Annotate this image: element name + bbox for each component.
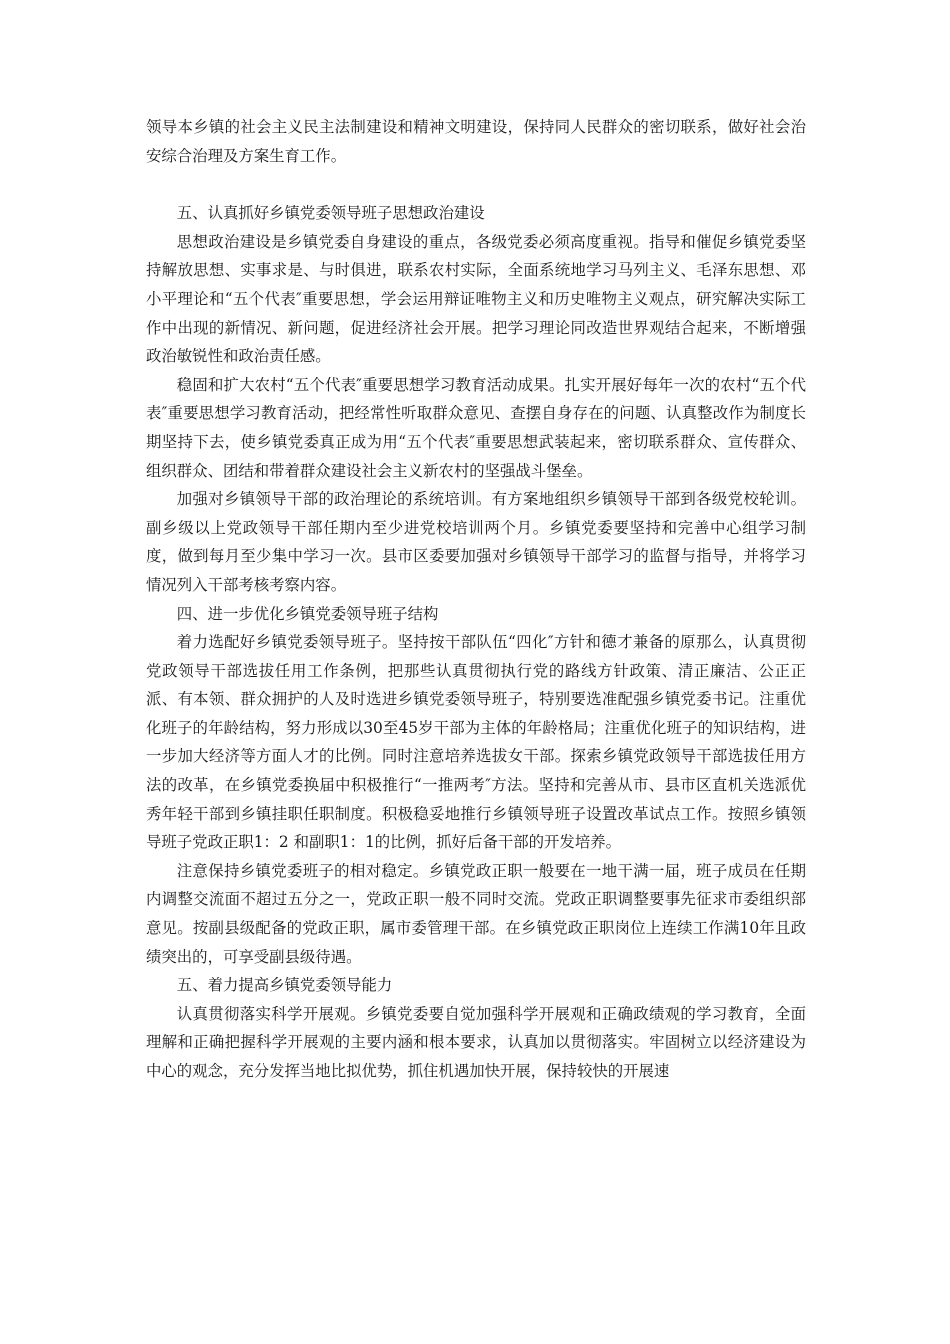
document-page [146,113,806,1086]
section-heading-1: 五、认真抓好乡镇党委领导班子思想政治建设 [176,204,485,223]
paragraph-4: 加强对乡镇领导干部的政治理论的系统培训。有方案地组织乡镇领导干部到各级党校轮训。副乡级以上党政领导干部任期内至少进党校培训两个月。乡镇党委要坚持和完善中心组学习制度，做到每月至少集中学习一次。县市区委要加强对乡镇领导干部学习的监督与指导，并将学习情况列入干部考核考察内容。 [146,490,806,594]
paragraph-5: 着力选配好乡镇党委领导班子。坚持按干部队伍“四化″方针和德才兼备的原那么，认真贯彻党政领导干部选拔任用工作条例，把那些认真贯彻执行党的路线方针政策、清正廉洁、公正正派、有本领、群众拥护的人及时选进乡镇党委领导班子，特别要选准配强乡镇党委书记。注重优化班子的年龄结构，努力形成以30至45岁干部为主体的年龄格局；注重优化班子的知识结构，进一步加大经济等方面人才的比例。同时注意培养选拔女干部。探索乡镇党政领导干部选拔任用方法的改革，在乡镇党委换届中积极推行“一推两考″方法。坚持和完善从市、县市区直机关选派优秀年轻干部到乡镇挂职任职制度。积极稳妥地推行乡镇领导班子设置改革试点工作。按照乡镇领导班子党政正职1：2 和副职1：1的比例，抓好后备干部的开发培养。 [146,633,806,852]
paragraph-6: 注意保持乡镇党委班子的相对稳定。乡镇党政正职一般要在一地干满一届，班子成员在任期内调整交流面不超过五分之一，党政正职一般不同时交流。党政正职调整要事先征求市委组织部意见。按副县级配备的党政正职，属市委管理干部。在乡镇党政正职岗位上连续工作满10年且政绩突出的，可享受副县级待遇。 [146,861,806,966]
section-heading-3: 五、着力提高乡镇党委领导能力 [176,976,393,995]
paragraph-2: 思想政治建设是乡镇党委自身建设的重点，各级党委必须高度重视。指导和催促乡镇党委坚持解放思想、实事求是、与时俱进，联系农村实际，全面系统地学习马列主义、毛泽东思想、邓小平理论和“五个代表″重要思想，学会运用辩证唯物主义和历史唯物主义观点，研究解决实际工作中出现的新情况、新问题，促进经济社会开展。把学习理论同改造世界观结合起来，不断增强政治敏锐性和政治责任感。 [146,232,806,366]
paragraph-1: 领导本乡镇的社会主义民主法制建设和精神文明建设，保持同人民群众的密切联系，做好社会治安综合治理及方案生育工作。 [146,118,806,165]
paragraph-7: 认真贯彻落实科学开展观。乡镇党委要自觉加强科学开展观和正确政绩观的学习教育，全面理解和正确把握科学开展观的主要内涵和根本要求，认真加以贯彻落实。牢固树立以经济建设为中心的观念，充分发挥当地比拟优势，抓住机遇加快开展，保持较快的开展速 [146,1004,806,1080]
paragraph-3: 稳固和扩大农村“五个代表″重要思想学习教育活动成果。扎实开展好每年一次的农村“五个代表″重要思想学习教育活动，把经常性听取群众意见、查摆自身存在的问题、认真整改作为制度长期坚持下去，使乡镇党委真正成为用“五个代表″重要思想武装起来，密切联系群众、宣传群众、组织群众、团结和带着群众建设社会主义新农村的坚强战斗堡垒。 [146,375,806,480]
section-heading-2: 四、进一步优化乡镇党委领导班子结构 [176,604,439,623]
